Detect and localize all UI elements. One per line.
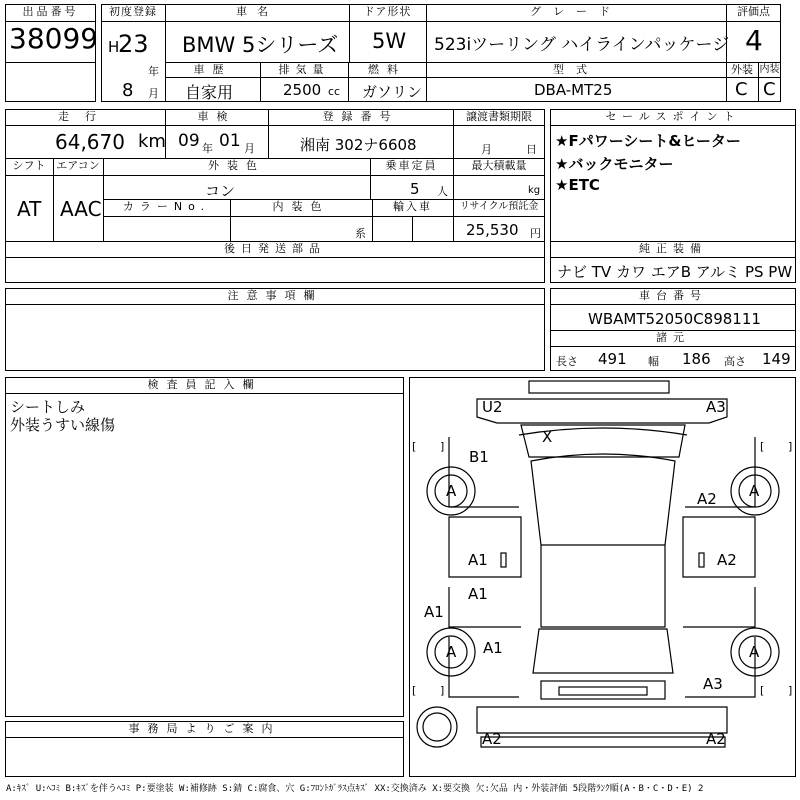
lot-label: 出品番号 <box>22 5 79 18</box>
grade-value: 523iツーリング ハイラインパッケージ <box>434 35 730 55</box>
mark-a1-ld2: A1 <box>468 585 488 603</box>
sales-point-3: ★ETC <box>555 176 600 194</box>
recycle-value: 25,530 <box>466 221 519 239</box>
door-label: ドア形状 <box>363 5 412 18</box>
insp-month-unit: 月 <box>244 142 255 155</box>
equipment-label: 純正装備 <box>639 242 707 255</box>
bracket-6: ] <box>440 684 445 697</box>
mark-b1: B1 <box>469 448 489 466</box>
fuel-label: 燃料 <box>368 63 406 76</box>
score-label: 評価点 <box>737 5 770 18</box>
yen-unit: 円 <box>530 227 541 240</box>
plate-value: 湘南 302ナ6608 <box>300 136 417 154</box>
plate-label: 登録番号 <box>322 110 399 123</box>
max-load-unit: kg <box>528 185 541 196</box>
history-value: 自家用 <box>185 83 234 102</box>
height-value: 149 <box>762 350 791 368</box>
mark-a-rr: A <box>749 643 760 661</box>
mark-u2: U2 <box>482 398 503 416</box>
shift-value: AT <box>17 197 42 221</box>
fuel-value: ガソリン <box>362 83 423 101</box>
insp-year: 09 <box>178 131 200 151</box>
office-label: 事務局よりご案内 <box>128 722 281 735</box>
length-label: 長さ <box>556 355 578 368</box>
ext-color-label: 外装色 <box>208 159 265 172</box>
insp-year-unit: 年 <box>202 142 213 155</box>
mileage-value: 64,670 <box>55 130 125 154</box>
width-label: 幅 <box>648 355 659 368</box>
shift-label: シフト <box>12 159 46 172</box>
year-unit: 年 <box>148 65 159 78</box>
int-grade: C <box>763 79 776 100</box>
history-label: 車歴 <box>193 63 232 76</box>
inspector-line-1: シートしみ <box>10 398 86 416</box>
insp-month: 01 <box>219 131 241 151</box>
vin-value: WBAMT52050C898111 <box>588 310 761 328</box>
legend-text: A:ｷｽﾞ U:ﾍｺﾐ B:ｷｽﾞを伴うﾍｺﾐ P:要塗装 W:補修跡 S:錆 C:腐食、穴 G:ﾌﾛﾝﾄｶﾞﾗｽ点ｷｽﾞ XX:交換済み X:要交換 欠:欠品 内・外装評価 5段階ﾗﾝｸ順(A・B・C・D・E) 2 <box>6 784 704 794</box>
capacity-label: 乗車定員 <box>385 159 438 172</box>
mark-a3-top: A3 <box>706 398 726 416</box>
mark-a1-side: A1 <box>424 603 444 621</box>
mark-a1-rear: A1 <box>483 639 503 657</box>
ext-grade-label: 外装 <box>731 63 753 76</box>
displacement-value: 2500 <box>283 81 322 99</box>
ext-grade: C <box>735 79 748 100</box>
mark-a2-bl: A2 <box>482 730 502 748</box>
score-value: 4 <box>745 24 763 57</box>
notes-label: 注意事項欄 <box>227 289 323 302</box>
car-diagram <box>409 377 796 777</box>
transfer-day: 日 <box>526 143 537 156</box>
sales-point-2: ★バックモニター <box>555 155 674 173</box>
import-label: 輸入車 <box>393 200 432 213</box>
mark-a2-fr: A2 <box>697 490 717 508</box>
mark-a-fr: A <box>749 482 760 500</box>
grade-label: グレード <box>530 5 622 18</box>
cc-unit: cc <box>328 85 341 98</box>
mark-a2-br: A2 <box>706 730 726 748</box>
sales-point-1: ★Fパワーシート&ヒーター <box>555 132 741 150</box>
length-value: 491 <box>598 350 627 368</box>
int-grade-label: 内装 <box>759 64 780 75</box>
lot-number: 38099 <box>9 22 99 55</box>
bracket-2: ] <box>440 440 445 453</box>
capacity-value: 5 <box>410 180 420 198</box>
model-value: DBA-MT25 <box>534 81 613 99</box>
car-name-label: 車名 <box>236 5 278 18</box>
car-name: BMW 5シリーズ <box>182 33 339 57</box>
mark-a-fl: A <box>446 482 457 500</box>
inspector-label: 検査員記入欄 <box>147 378 262 391</box>
sales-label: セールスポイント <box>605 110 741 123</box>
mark-a3-rear: A3 <box>703 675 723 693</box>
ext-color-value: コン <box>205 182 236 200</box>
inspection-label: 車検 <box>197 110 236 123</box>
mark-a-rl: A <box>446 643 457 661</box>
later-parts-label: 後日発送部品 <box>224 242 326 255</box>
int-color-label: 内装色 <box>272 200 330 213</box>
reg-year: 23 <box>118 30 149 58</box>
int-color-unit: 系 <box>355 227 366 240</box>
ac-label: エアコン <box>56 159 100 172</box>
first-reg-label: 初度登録 <box>109 5 157 18</box>
color-no-label: カラーNo. <box>122 200 211 213</box>
door-value: 5W <box>372 29 407 53</box>
mark-x: X <box>542 428 553 446</box>
capacity-unit: 人 <box>437 185 448 198</box>
displacement-label: 排気量 <box>278 63 330 76</box>
era: H <box>108 38 120 56</box>
month-unit: 月 <box>148 87 159 100</box>
dims-label: 諸元 <box>656 331 690 344</box>
width-value: 186 <box>682 350 711 368</box>
bracket-1: [ <box>412 440 417 453</box>
bracket-4: ] <box>788 440 793 453</box>
mileage-label: 走行 <box>58 110 112 123</box>
height-label: 高さ <box>724 355 746 368</box>
chassis-label: 車台番号 <box>639 289 707 302</box>
max-load-label: 最大積載量 <box>471 159 527 172</box>
bracket-7: [ <box>760 684 765 697</box>
transfer-month: 月 <box>481 143 492 156</box>
transfer-label: 譲渡書類期限 <box>466 110 532 123</box>
recycle-label: リサイクル預託金 <box>459 201 539 212</box>
bracket-8: ] <box>788 684 793 697</box>
equipment-value: ナビ TV カワ エアB アルミ PS PW <box>557 263 793 281</box>
bracket-5: [ <box>412 684 417 697</box>
model-label: 型式 <box>553 63 599 76</box>
km-unit: km <box>138 131 166 152</box>
mark-a2-rd: A2 <box>717 551 737 569</box>
reg-month: 8 <box>122 80 134 101</box>
mark-a1-ld1: A1 <box>468 551 488 569</box>
inspector-line-2: 外装うすい線傷 <box>10 416 116 434</box>
ac-value: AAC <box>60 197 102 221</box>
bracket-3: [ <box>760 440 765 453</box>
